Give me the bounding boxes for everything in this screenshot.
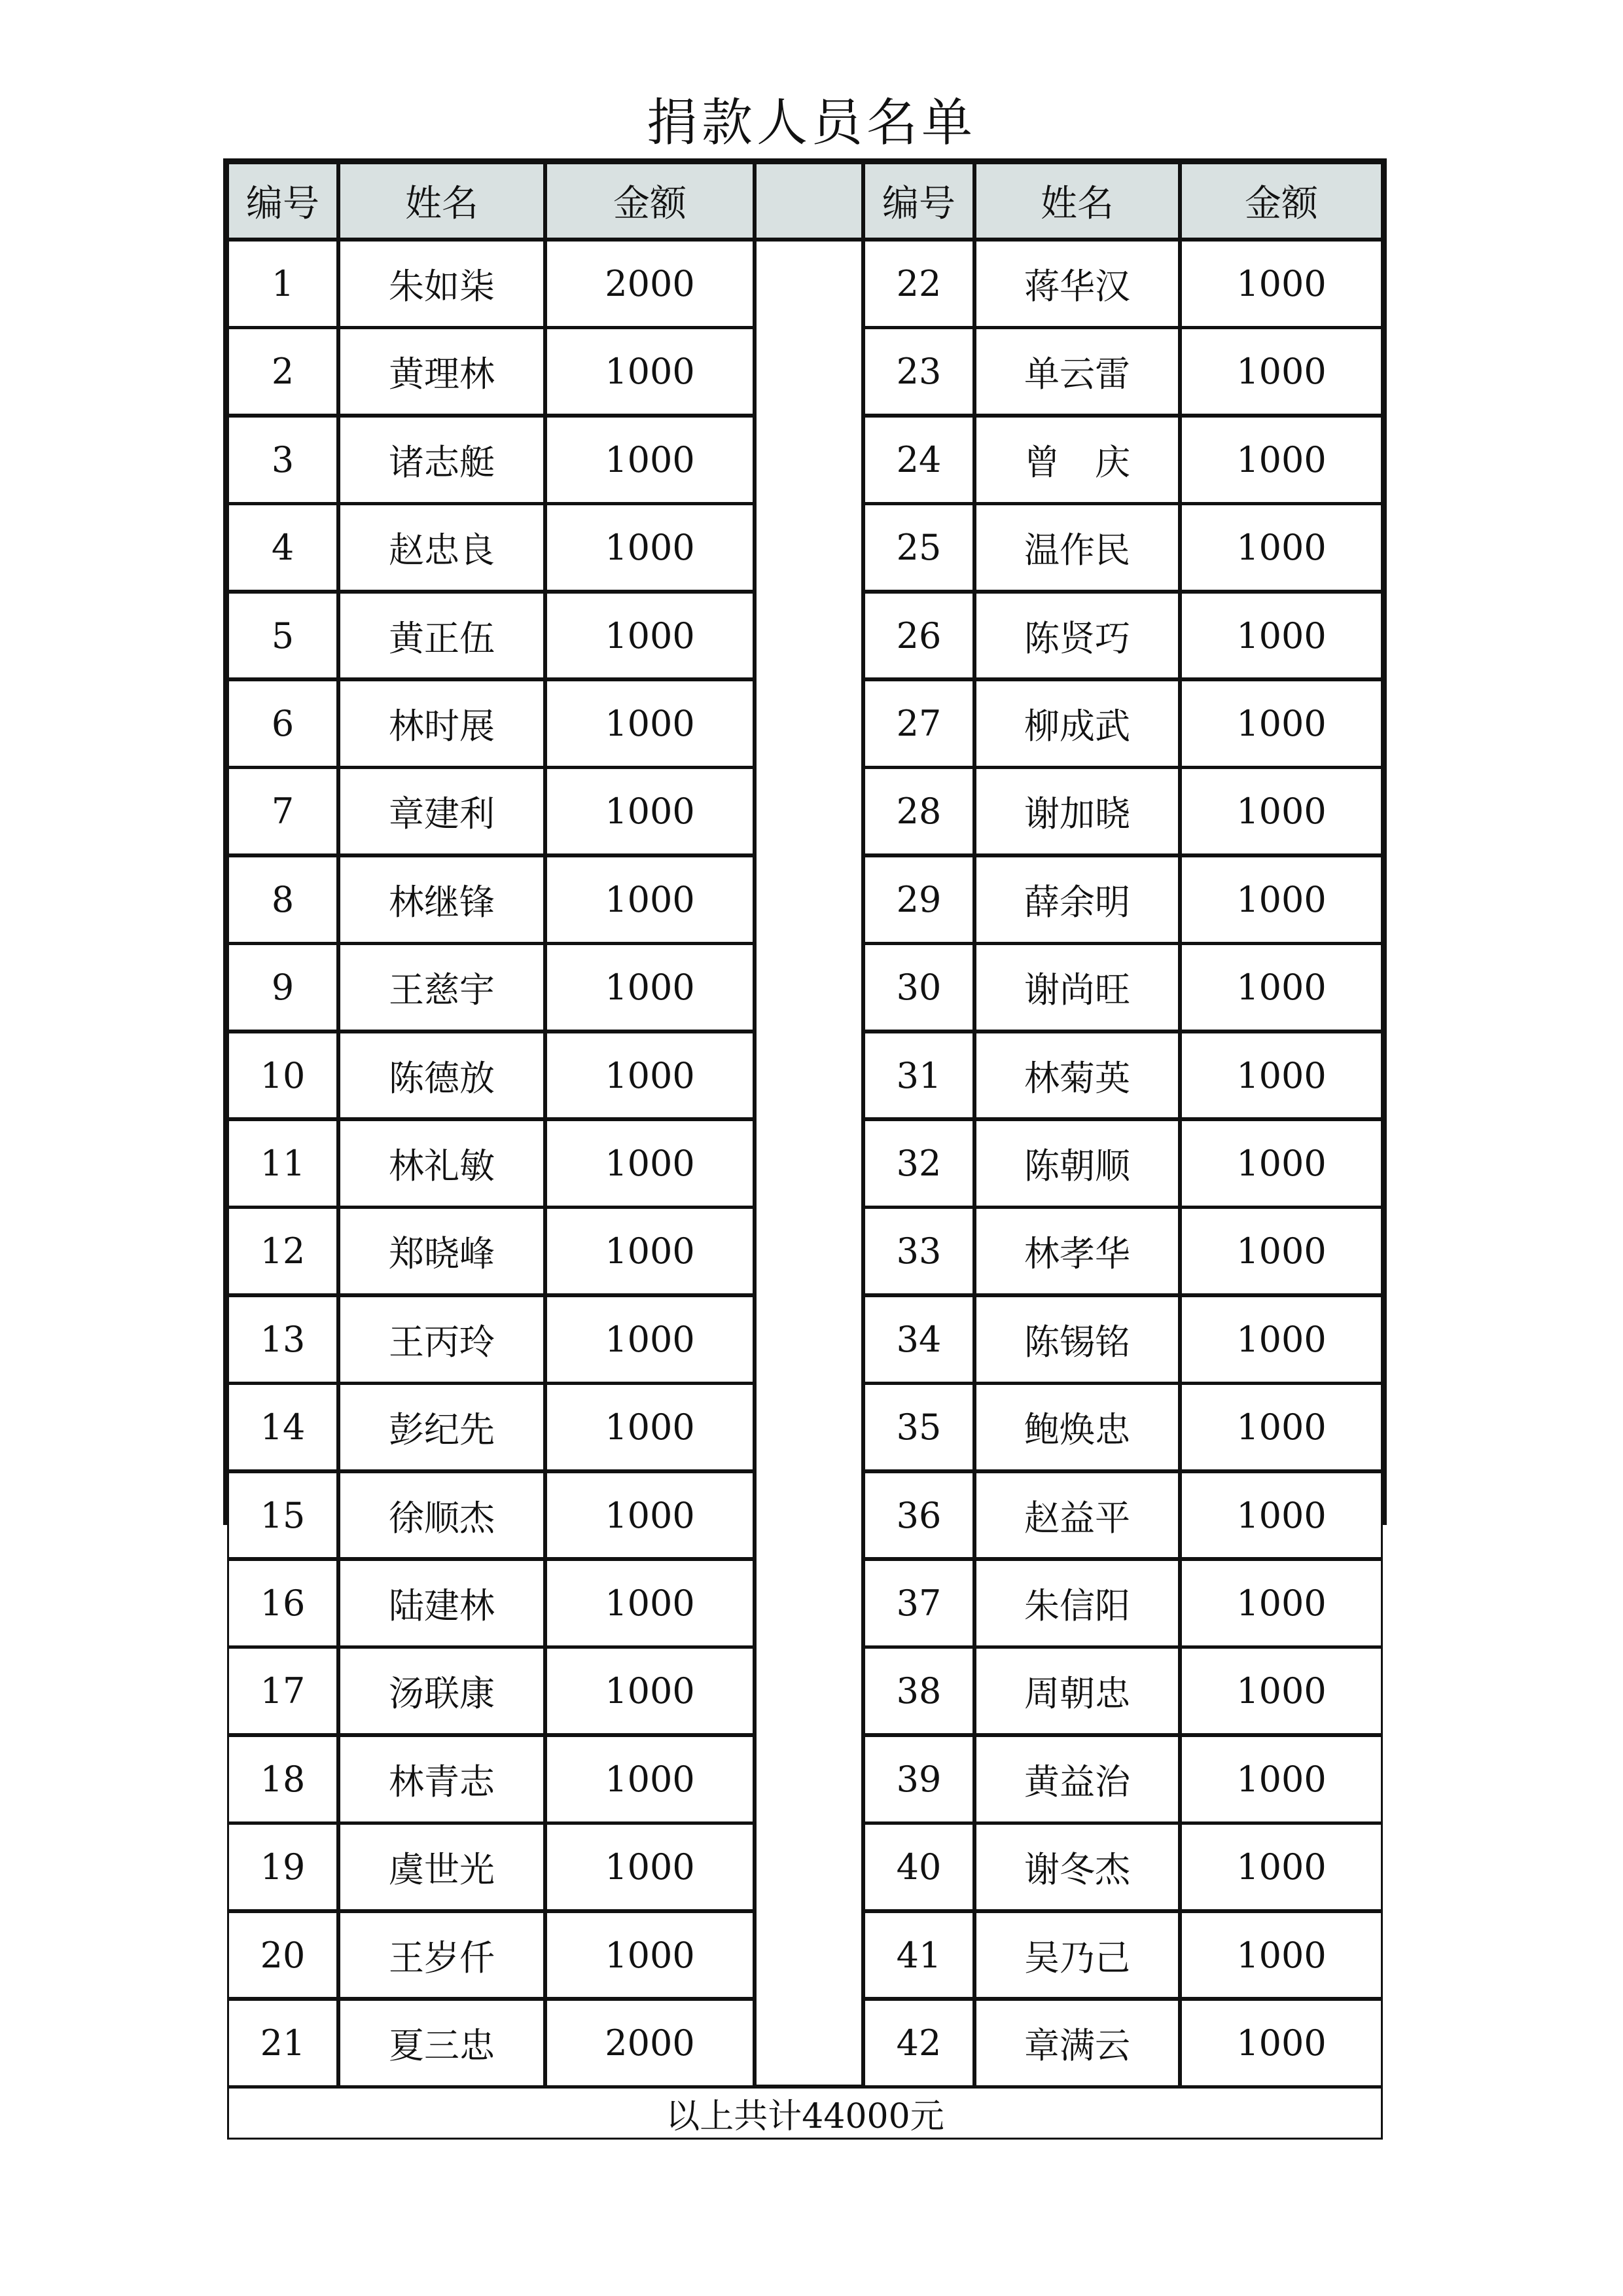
row-name-cell: 林孝华	[974, 1207, 1180, 1295]
row-name-cell: 蒋华汉	[974, 240, 1180, 328]
header-amount-left: 金额	[545, 162, 755, 240]
row-name-cell: 徐顺杰	[338, 1471, 545, 1560]
row-number-cell: 33	[863, 1207, 974, 1295]
row-name-cell: 谢冬杰	[974, 1823, 1180, 1911]
row-number-cell: 11	[227, 1119, 338, 1208]
row-amount-cell: 1000	[1180, 327, 1383, 416]
row-name-cell: 林继锋	[338, 855, 545, 944]
row-amount-cell: 1000	[1180, 1559, 1383, 1647]
header-amount-right: 金额	[1180, 162, 1383, 240]
row-number-cell: 34	[863, 1295, 974, 1384]
row-amount-cell: 2000	[545, 240, 755, 328]
row-amount-cell: 1000	[1180, 1295, 1383, 1384]
row-amount-cell: 1000	[1180, 1911, 1383, 2000]
header-name-left: 姓名	[338, 162, 545, 240]
donor-table	[223, 158, 1387, 2137]
row-number-cell: 18	[227, 1735, 338, 1823]
row-name-cell: 林青志	[338, 1735, 545, 1823]
page-title: 捐款人员名单	[646, 94, 976, 152]
row-name-cell: 林菊英	[974, 1031, 1180, 1120]
row-amount-cell: 1000	[1180, 1647, 1383, 1735]
row-number-cell: 27	[863, 679, 974, 768]
row-amount-cell: 1000	[1180, 1471, 1383, 1560]
row-name-cell: 陆建林	[338, 1559, 545, 1647]
row-number-cell: 24	[863, 416, 974, 504]
row-number-cell: 37	[863, 1559, 974, 1647]
row-amount-cell: 1000	[545, 1471, 755, 1560]
row-name-cell: 黄理林	[338, 327, 545, 416]
row-amount-cell: 1000	[545, 1295, 755, 1384]
row-name-cell: 赵忠良	[338, 503, 545, 592]
row-amount-cell: 1000	[1180, 943, 1383, 1031]
row-number-cell: 22	[863, 240, 974, 328]
row-name-cell: 汤联康	[338, 1647, 545, 1735]
row-number-cell: 6	[227, 679, 338, 768]
row-name-cell: 陈朝顺	[974, 1119, 1180, 1208]
row-amount-cell: 1000	[1180, 1999, 1383, 2087]
row-number-cell: 9	[227, 943, 338, 1031]
row-name-cell: 林时展	[338, 679, 545, 768]
row-number-cell: 23	[863, 327, 974, 416]
header-name-right: 姓名	[974, 162, 1180, 240]
row-amount-cell: 2000	[545, 1999, 755, 2087]
row-number-cell: 12	[227, 1207, 338, 1295]
row-name-cell: 朱如柒	[338, 240, 545, 328]
row-number-cell: 17	[227, 1647, 338, 1735]
row-amount-cell: 1000	[1180, 240, 1383, 328]
row-name-cell: 赵益平	[974, 1471, 1180, 1560]
row-number-cell: 41	[863, 1911, 974, 2000]
row-amount-cell: 1000	[1180, 1823, 1383, 1911]
row-number-cell: 38	[863, 1647, 974, 1735]
row-name-cell: 陈德放	[338, 1031, 545, 1120]
row-number-cell: 16	[227, 1559, 338, 1647]
row-name-cell: 温作民	[974, 503, 1180, 592]
header-number-left: 编号	[227, 162, 338, 240]
row-amount-cell: 1000	[1180, 679, 1383, 768]
row-number-cell: 1	[227, 240, 338, 328]
row-number-cell: 10	[227, 1031, 338, 1120]
row-amount-cell: 1000	[545, 679, 755, 768]
row-number-cell: 29	[863, 855, 974, 944]
row-name-cell: 陈贤巧	[974, 592, 1180, 680]
row-name-cell: 薛余明	[974, 855, 1180, 944]
row-name-cell: 周朝忠	[974, 1647, 1180, 1735]
row-number-cell: 39	[863, 1735, 974, 1823]
row-name-cell: 夏三忠	[338, 1999, 545, 2087]
row-number-cell: 30	[863, 943, 974, 1031]
row-amount-cell: 1000	[1180, 503, 1383, 592]
row-amount-cell: 1000	[545, 1383, 755, 1471]
row-amount-cell: 1000	[545, 1207, 755, 1295]
row-amount-cell: 1000	[545, 943, 755, 1031]
row-number-cell: 4	[227, 503, 338, 592]
row-number-cell: 28	[863, 767, 974, 855]
row-amount-cell: 1000	[545, 1119, 755, 1208]
row-amount-cell: 1000	[545, 503, 755, 592]
row-amount-cell: 1000	[545, 1735, 755, 1823]
row-name-cell: 柳成武	[974, 679, 1180, 768]
row-amount-cell: 1000	[545, 416, 755, 504]
row-number-cell: 21	[227, 1999, 338, 2087]
row-amount-cell: 1000	[545, 1559, 755, 1647]
row-number-cell: 20	[227, 1911, 338, 2000]
row-name-cell: 林礼敏	[338, 1119, 545, 1208]
row-name-cell: 章建利	[338, 767, 545, 855]
row-amount-cell: 1000	[545, 767, 755, 855]
row-amount-cell: 1000	[1180, 1383, 1383, 1471]
row-amount-cell: 1000	[1180, 592, 1383, 680]
total-summary: 以上共计44000元	[227, 2087, 1383, 2140]
row-number-cell: 42	[863, 1999, 974, 2087]
row-name-cell: 陈锡铭	[974, 1295, 1180, 1384]
row-number-cell: 36	[863, 1471, 974, 1560]
row-name-cell: 曾 庆	[974, 416, 1180, 504]
row-number-cell: 35	[863, 1383, 974, 1471]
row-amount-cell: 1000	[545, 1911, 755, 2000]
row-name-cell: 朱信阳	[974, 1559, 1180, 1647]
row-name-cell: 虞世光	[338, 1823, 545, 1911]
row-amount-cell: 1000	[1180, 1207, 1383, 1295]
row-amount-cell: 1000	[545, 327, 755, 416]
row-number-cell: 31	[863, 1031, 974, 1120]
row-name-cell: 黄益治	[974, 1735, 1180, 1823]
row-number-cell: 25	[863, 503, 974, 592]
row-number-cell: 7	[227, 767, 338, 855]
row-name-cell: 王慈宇	[338, 943, 545, 1031]
header-spacer	[755, 162, 863, 240]
row-number-cell: 3	[227, 416, 338, 504]
row-amount-cell: 1000	[1180, 1735, 1383, 1823]
row-amount-cell: 1000	[545, 1823, 755, 1911]
row-name-cell: 黄正伍	[338, 592, 545, 680]
row-number-cell: 40	[863, 1823, 974, 1911]
row-name-cell: 彭纪先	[338, 1383, 545, 1471]
row-amount-cell: 1000	[545, 1031, 755, 1120]
row-amount-cell: 1000	[1180, 416, 1383, 504]
row-number-cell: 5	[227, 592, 338, 680]
row-number-cell: 26	[863, 592, 974, 680]
row-amount-cell: 1000	[1180, 855, 1383, 944]
row-name-cell: 王岁仟	[338, 1911, 545, 2000]
row-number-cell: 15	[227, 1471, 338, 1560]
row-amount-cell: 1000	[1180, 1119, 1383, 1208]
row-amount-cell: 1000	[545, 1647, 755, 1735]
header-number-right: 编号	[863, 162, 974, 240]
row-name-cell: 吴乃己	[974, 1911, 1180, 2000]
row-name-cell: 单云雷	[974, 327, 1180, 416]
column-spacer	[755, 240, 863, 2087]
row-name-cell: 鲍焕忠	[974, 1383, 1180, 1471]
row-amount-cell: 1000	[1180, 1031, 1383, 1120]
row-number-cell: 19	[227, 1823, 338, 1911]
row-name-cell: 王丙玲	[338, 1295, 545, 1384]
row-name-cell: 章满云	[974, 1999, 1180, 2087]
row-number-cell: 2	[227, 327, 338, 416]
row-number-cell: 14	[227, 1383, 338, 1471]
row-name-cell: 谢加晓	[974, 767, 1180, 855]
row-amount-cell: 1000	[545, 592, 755, 680]
row-number-cell: 8	[227, 855, 338, 944]
row-amount-cell: 1000	[545, 855, 755, 944]
row-name-cell: 诸志艇	[338, 416, 545, 504]
row-amount-cell: 1000	[1180, 767, 1383, 855]
row-number-cell: 32	[863, 1119, 974, 1208]
row-name-cell: 郑晓峰	[338, 1207, 545, 1295]
row-name-cell: 谢尚旺	[974, 943, 1180, 1031]
row-number-cell: 13	[227, 1295, 338, 1384]
